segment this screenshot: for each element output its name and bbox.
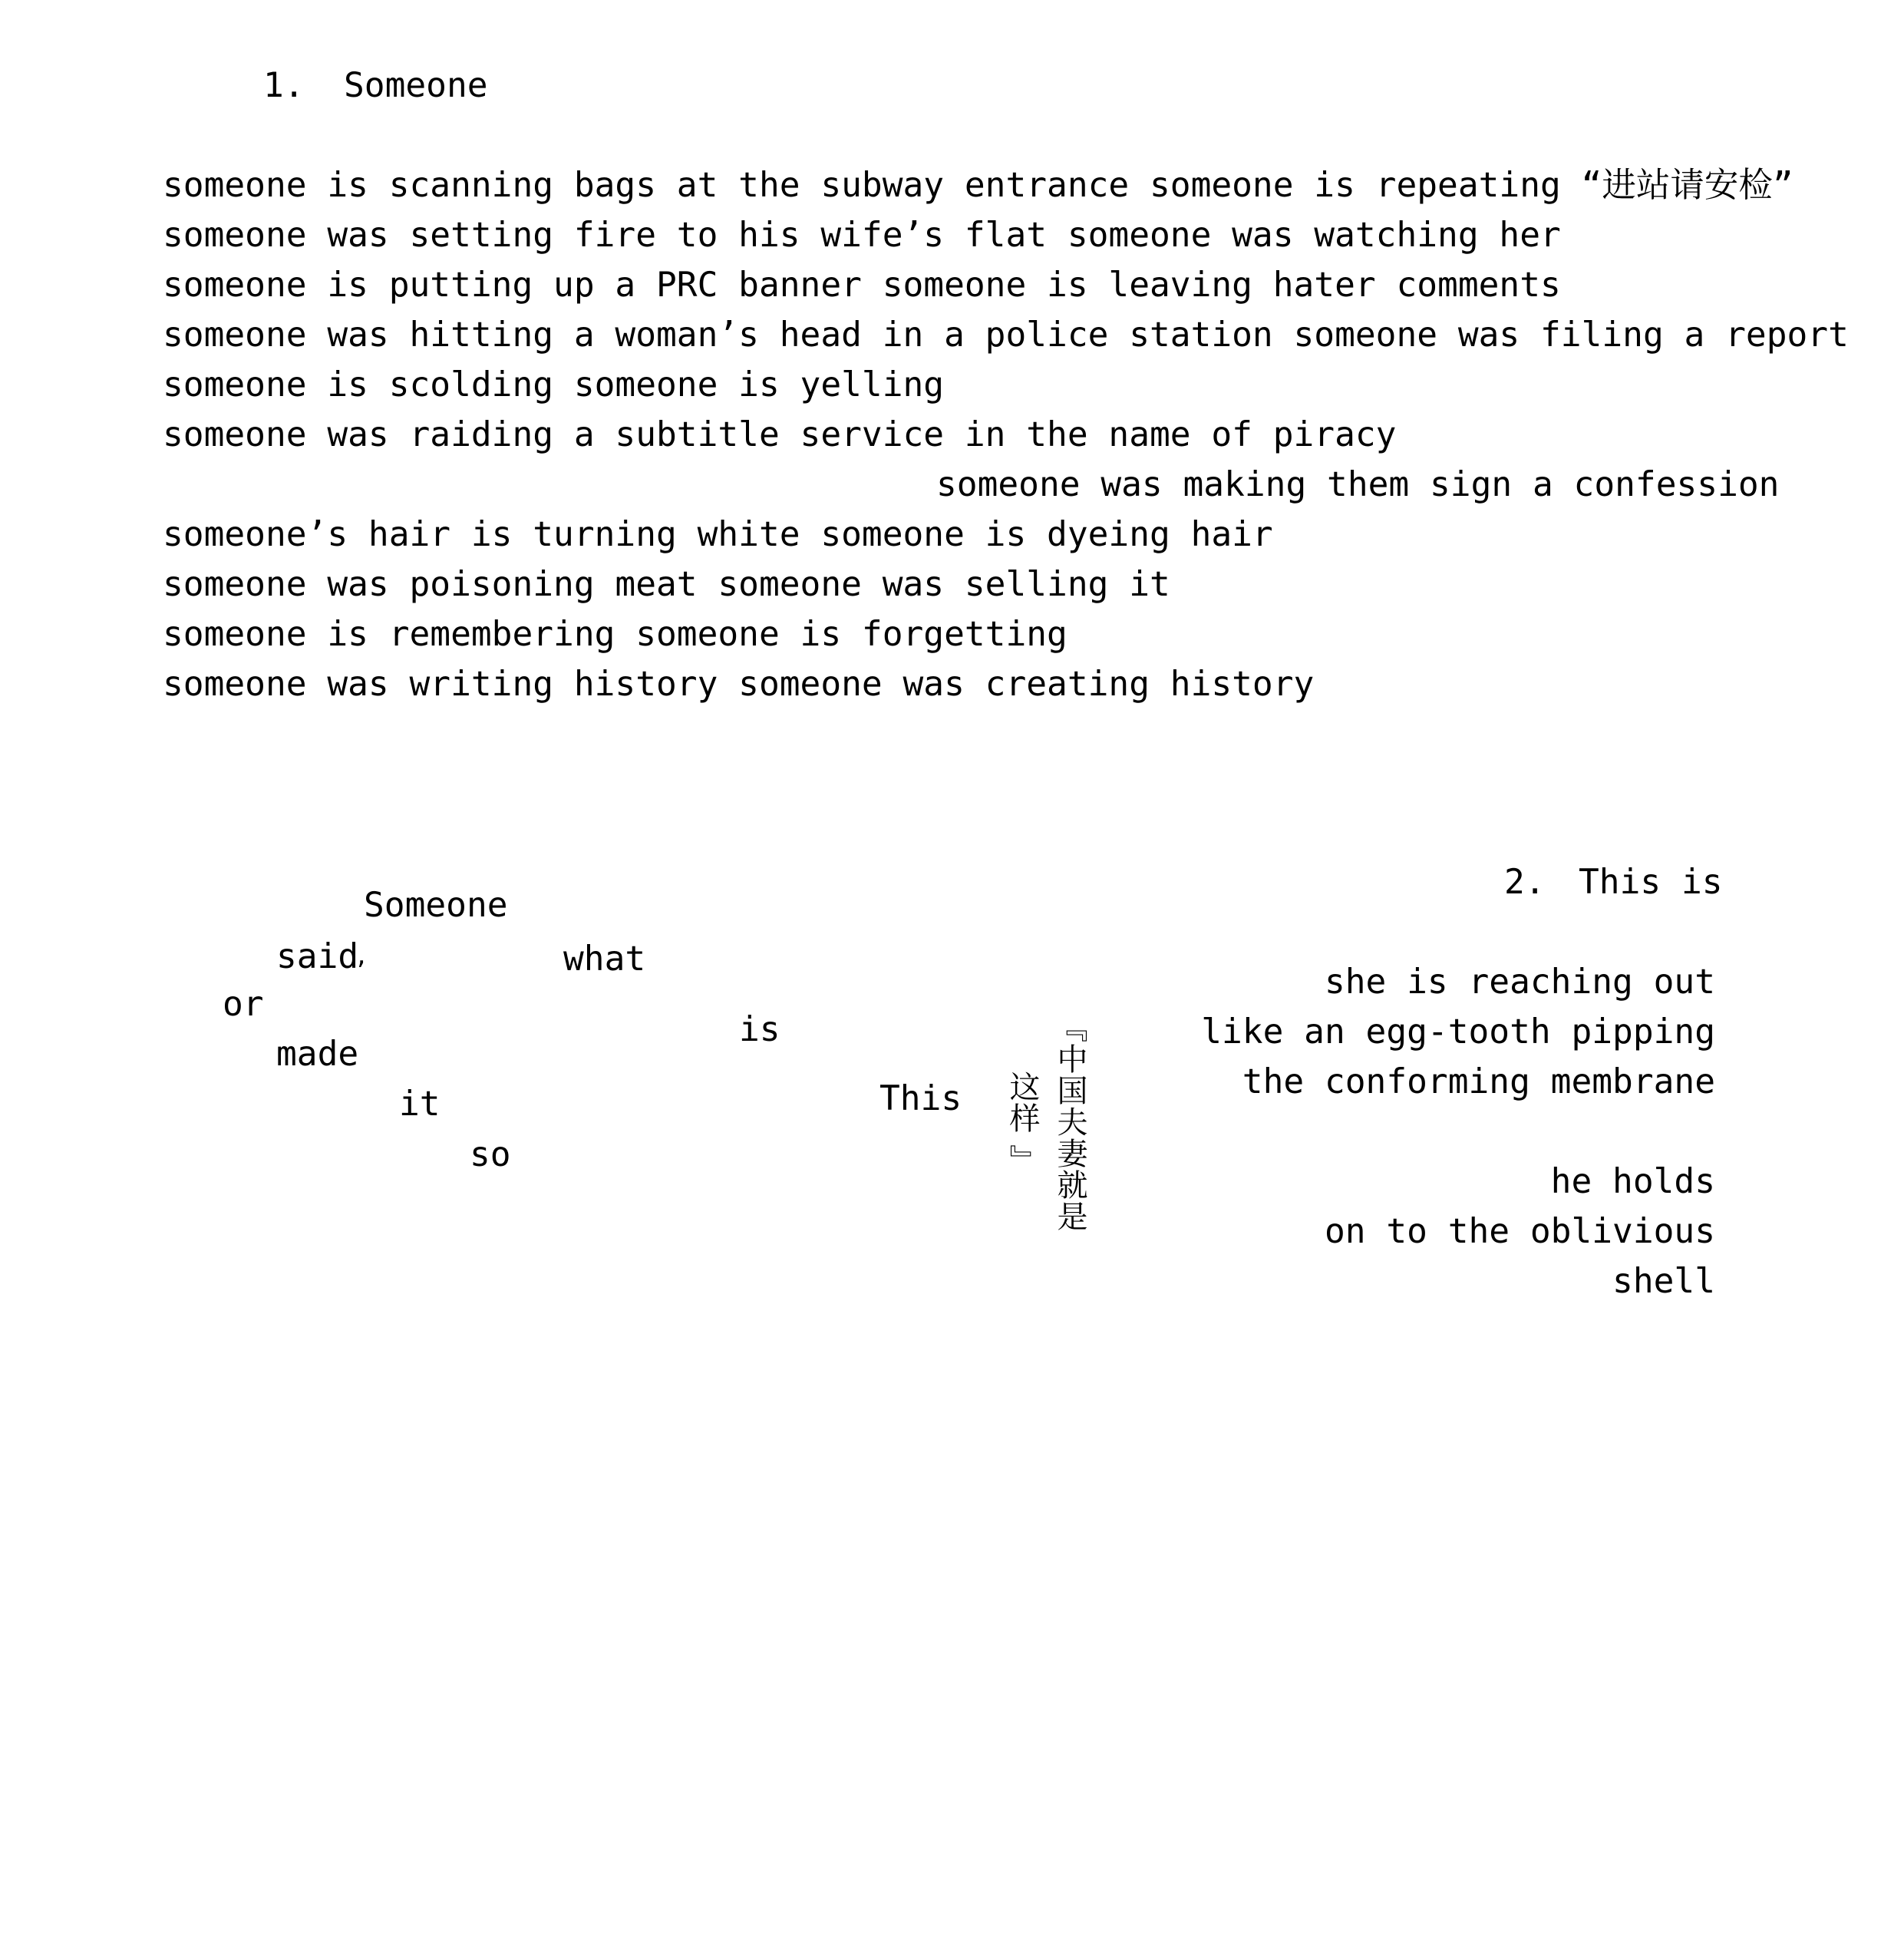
poem-line-6: someone was raiding a subtitle service in the name of piracy	[163, 415, 1397, 454]
scatter-comma: ,	[355, 943, 369, 970]
poem-line-1: someone is scanning bags at the subway entrance someone is repeating “进站请安检”	[163, 166, 1793, 205]
poem-line-10: someone is remembering someone is forgetting	[163, 615, 1067, 654]
vertical-chinese-column-2: 这样 』	[1005, 1071, 1040, 1176]
scatter-word-what: what	[563, 939, 646, 979]
poem-line-3: someone is putting up a PRC banner someone is leaving hater comments	[163, 266, 1561, 305]
poem-line-8: someone’s hair is turning white someone is dyeing hair	[163, 515, 1273, 554]
stanza-2-line-1: he holds	[1550, 1162, 1715, 1201]
poem-line-11: someone was writing history someone was creating history	[163, 665, 1315, 704]
scatter-word-or: or	[223, 985, 264, 1024]
section-1-number: 1.	[263, 66, 305, 105]
stanza-1-line-2: like an egg-tooth pipping	[1201, 1012, 1715, 1052]
section-1-title: Someone	[344, 66, 488, 105]
poem-line-2: someone was setting fire to his wife’s flat someone was watching her	[163, 216, 1561, 255]
scatter-word-is: is	[739, 1010, 780, 1049]
poem-line-7: someone was making them sign a confession	[936, 465, 1780, 504]
scatter-word-so: so	[470, 1135, 511, 1174]
stanza-2-line-2: on to the oblivious	[1324, 1212, 1715, 1251]
poem-line-9: someone was poisoning meat someone was selling it	[163, 565, 1170, 604]
section-2-number: 2.	[1504, 863, 1546, 902]
section-2-title: This is	[1579, 863, 1723, 902]
stanza-2-line-3: shell	[1612, 1262, 1715, 1301]
poem-line-5: someone is scolding someone is yelling	[163, 365, 945, 404]
scatter-word-said: said	[276, 937, 359, 976]
scatter-word-it: it	[399, 1085, 441, 1124]
vertical-chinese-column-1: 『中国夫妻就是	[1052, 1012, 1087, 1232]
stanza-1-line-1: she is reaching out	[1324, 962, 1715, 1002]
poem-line-4: someone was hitting a woman’s head in a police station someone was filing a report	[163, 315, 1849, 355]
scatter-word-someone: Someone	[364, 886, 508, 925]
scatter-word-this: This	[879, 1079, 962, 1118]
stanza-1-line-3: the conforming membrane	[1242, 1062, 1715, 1101]
scatter-word-made: made	[276, 1035, 359, 1074]
